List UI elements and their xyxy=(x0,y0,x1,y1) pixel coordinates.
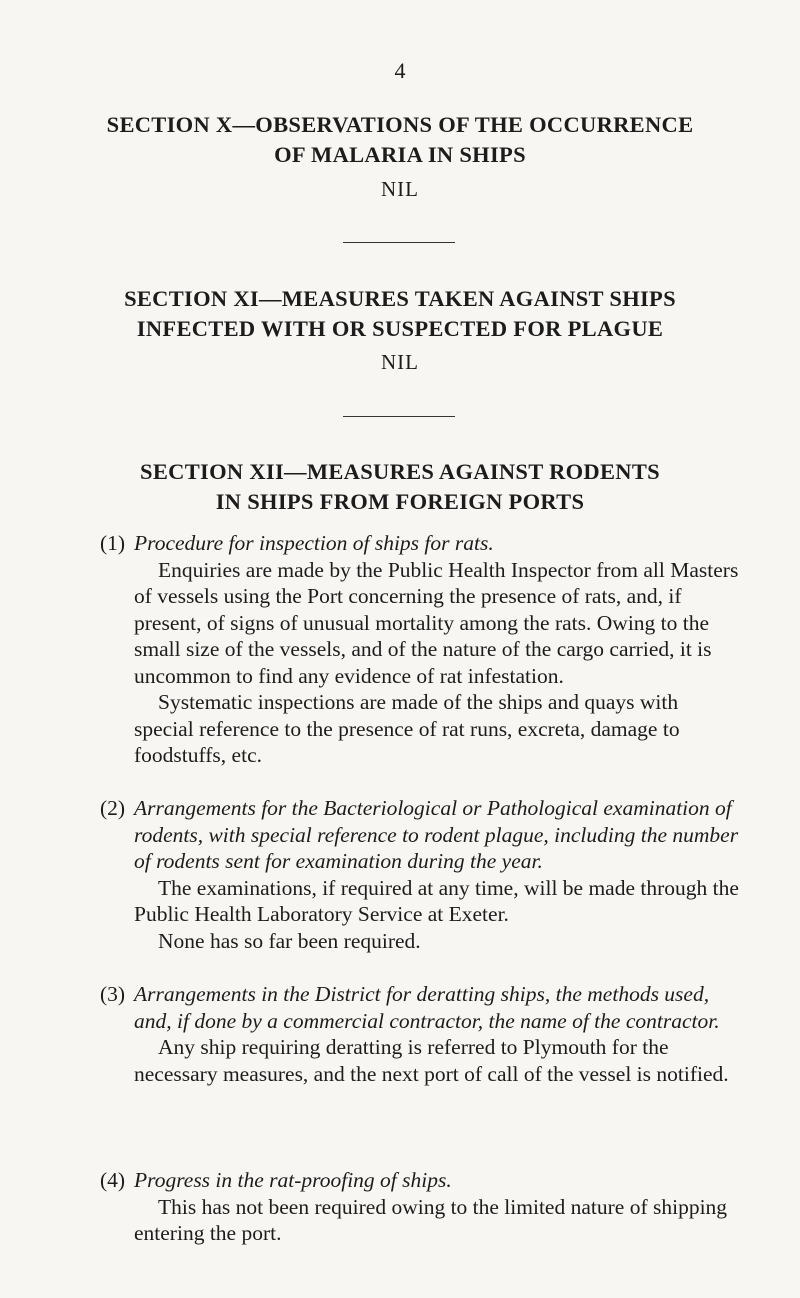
item-heading: Progress in the rat-proofing of ships. xyxy=(134,1168,452,1192)
section-x-title-line1: SECTION X—OBSERVATIONS OF THE OCCURRENCE xyxy=(106,112,694,137)
section-x-title xyxy=(60,110,740,170)
item-number: (4) xyxy=(100,1168,126,1192)
item-paragraph: Any ship requiring deratting is referred to Plymouth for the necessary measures, and the next port of call of the vessel is notified. xyxy=(134,1035,729,1086)
item-2 xyxy=(102,795,742,954)
item-heading: Arrangements for the Bacteriological or Pathological examination of rodents, with special reference to rodent plague, including the number of rodents sent for examination during the year. xyxy=(134,796,739,873)
item-1 xyxy=(102,530,742,769)
section-xi-title xyxy=(60,284,740,344)
section-xii-title-line2: IN SHIPS FROM FOREIGN PORTS xyxy=(215,489,585,514)
item-paragraph: This has not been required owing to the limited nature of shipping entering the port. xyxy=(134,1194,728,1245)
item-heading: Arrangements in the District for deratting ships, the methods used, and, if done by a commercial contractor, the name of the contractor. xyxy=(134,982,720,1033)
item-paragraph: The examinations, if required at any time, will be made through the Public Health Laboratory Service at Exeter. xyxy=(134,875,739,926)
section-x-body: NIL xyxy=(381,177,419,201)
divider xyxy=(343,242,455,243)
divider xyxy=(343,416,455,417)
section-xi-title-line1: SECTION XI—MEASURES TAKEN AGAINST SHIPS xyxy=(124,286,676,311)
item-4 xyxy=(102,1167,742,1247)
item-paragraph: Enquiries are made by the Public Health Inspector from all Masters of vessels using the Port concerning the presence of rats, and, if present, of signs of unusual mortality among the rats. Owing to the small size of the vessels, and of the nature of the cargo carried, it is uncommon to find any evidence of rat infestation. xyxy=(134,557,739,688)
section-x-title-line2: OF MALARIA IN SHIPS xyxy=(274,142,526,167)
item-paragraph: Systematic inspections are made of the ships and quays with special reference to the presence of rat runs, excreta, damage to foodstuffs, etc. xyxy=(134,690,680,767)
item-heading: Procedure for inspection of ships for rats. xyxy=(134,531,494,555)
section-xi-title-line2: INFECTED WITH OR SUSPECTED FOR PLAGUE xyxy=(136,316,664,341)
item-number: (3) xyxy=(100,982,126,1006)
section-xi-body: NIL xyxy=(381,350,419,374)
item-number: (2) xyxy=(100,796,126,820)
section-xii-title xyxy=(60,457,740,517)
item-3 xyxy=(102,981,742,1087)
section-xii-title-line1: SECTION XII—MEASURES AGAINST RODENTS xyxy=(140,459,660,484)
item-number: (1) xyxy=(100,531,126,555)
page-number: 4 xyxy=(394,58,406,83)
item-paragraph: None has so far been required. xyxy=(158,928,421,953)
